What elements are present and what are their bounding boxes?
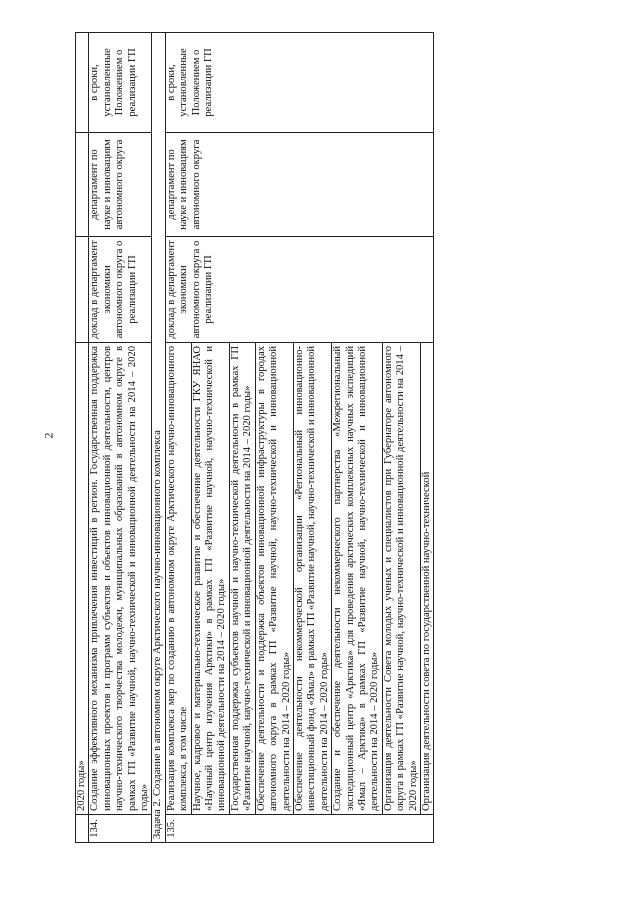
subitem: Обеспечение деятельности некоммерческой организации «Региональный инновационно-инвестиционный фонд «Ямал» в рамках ГП «Развитие научной, научно-технической и инновационной деятельности на 2014 – 2020 годы» <box>293 343 331 814</box>
cell-empty <box>76 133 89 237</box>
cell-empty <box>76 237 89 343</box>
plan-table <box>75 32 434 843</box>
continuation-cell: 2020 годы» <box>76 343 89 815</box>
task-heading: Задача 2. Создание в автономном округе Арктического научно-инновационного комплекса <box>152 33 165 843</box>
task-header-row <box>152 33 165 843</box>
page-number: 2 <box>41 432 56 439</box>
executor: департамент по науке и инновациям автономного округа <box>165 133 434 237</box>
table-row-135 <box>165 33 434 843</box>
subitem: Государственная поддержка субъектов научной и научно-технической деятельности в рамках ГП «Развитие научной, научно-технической и инновационной деятельности на 2014 – 2020 годы» <box>229 343 255 814</box>
subitem: Научное, кадровое и материально-техническое развитие и обеспечение деятельности ГКУ ЯНАО «Научный центр изучения Арктики» в рамках ГП «Развитие научной, научно-технической и инновационной деятельности на 2014 – 2020 годы» <box>191 343 229 814</box>
measure-text: Создание эффективного механизма привлечения инвестиций в регион. Государственная поддержка инновационных проектов и программ субъектов и объектов инновационной деятельности, центров научно-технического творчества молодежи, муниципальных образований в автономном округе в рамках ГП «Развитие научной, научно-технической и инновационной деятельности на 2014 – 2020 годы» <box>89 343 152 815</box>
table-row-134 <box>89 33 152 843</box>
subitem: Организация деятельности Совета молодых ученых и специалистов при Губернаторе автономного округа в рамках ГП «Развитие научной, научно-технической и инновационной деятельности на 2014 – 2020 годы» <box>382 343 420 814</box>
report-form: доклад в департамент экономики автономного округа о реализации ГП <box>165 237 434 343</box>
measure-subitems <box>165 343 434 815</box>
subitem: Создание и обеспечение деятельности некоммерческого партнерства «Межрегиональный экспедиционный центр «Арктика» для проведения арктических комплексных научных экспедиций «Ямал – Арктика» в рамках ГП «Развитие научной, научно-технической и инновационной деятельности на 2014 – 2020 годы» <box>332 343 383 814</box>
executor: департамент по науке и инновациям автономного округа <box>89 133 152 237</box>
report-form: доклад в департамент экономики автономного округа о реализации ГП <box>89 237 152 343</box>
row-number: 134. <box>89 815 152 843</box>
subitem: Обеспечение деятельности и поддержка объектов инновационной инфраструктуры в городах автономного округа в рамках ГП «Развитие научной, научно-технической и инновационной деятельности на 2014 – 2020 годы» <box>255 343 293 814</box>
deadline: в сроки, установленные Положением о реализации ГП <box>89 33 152 133</box>
rotated-page-content <box>75 33 595 843</box>
subitem: Реализация комплекса мер по созданию в автономном округе Арктического научно-инновационного комплекса, в том числе <box>166 343 191 814</box>
cell-empty <box>76 33 89 133</box>
cell-empty <box>76 815 89 843</box>
table-row-continuation <box>76 33 89 843</box>
subitem-table <box>166 343 434 814</box>
subitem: Организация деятельности совета по государственной научно-технической <box>420 471 432 811</box>
deadline: в сроки, установленные Положением о реализации ГП <box>165 33 434 133</box>
row-number: 135. <box>165 815 434 843</box>
